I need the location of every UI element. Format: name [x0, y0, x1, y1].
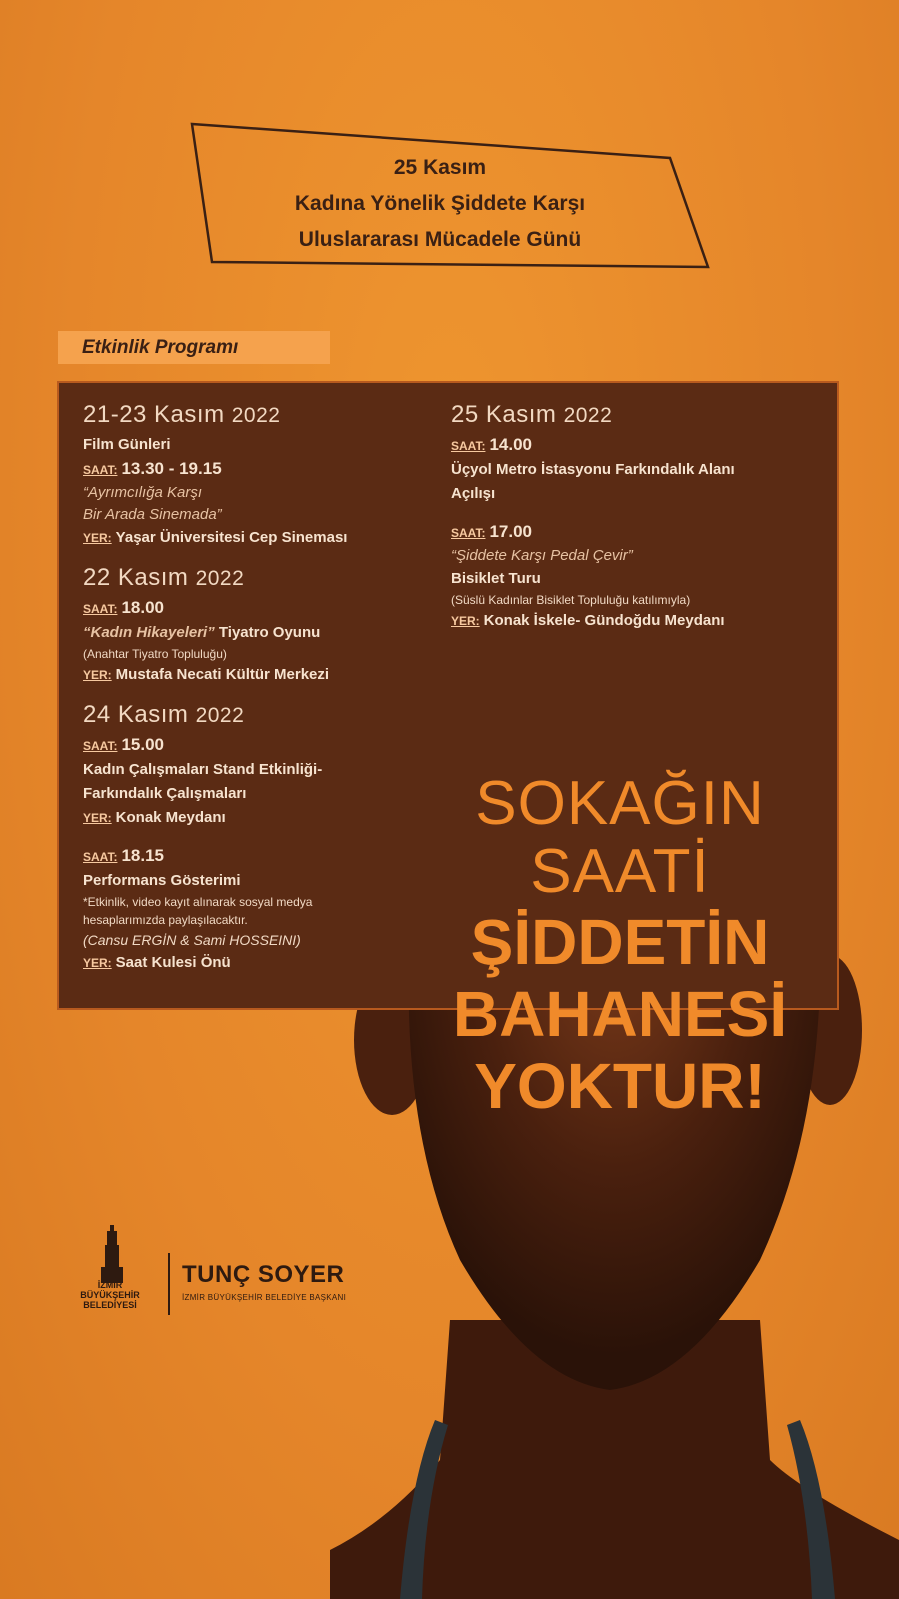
event-title-line1: Kadın Çalışmaları Stand Etkinliği- [83, 761, 323, 778]
event-note-line2: hesaplarımızda paylaşılacaktır. [83, 913, 248, 927]
heading-line-2: Kadına Yönelik Şiddete Karşı [294, 192, 586, 215]
time-label: SAAT: [83, 463, 118, 477]
day-date [83, 701, 443, 729]
municipality-logo-text [60, 1280, 160, 1310]
slogan-line2: SAATİ [530, 837, 710, 906]
time-label: SAAT: [83, 602, 118, 616]
event-place: Konak Meydanı [115, 809, 226, 826]
event-group: (Anahtar Tiyatro Topluluğu) [83, 647, 227, 661]
time-label: SAAT: [83, 739, 118, 753]
day-21-23-block [83, 401, 443, 550]
event-group: (Süslü Kadınlar Bisiklet Topluluğu katılımıyla) [451, 593, 691, 607]
time-label: SAAT: [83, 850, 118, 864]
event-quote: “Kadın Hikayeleri” [83, 624, 215, 641]
place-label: YER: [83, 668, 112, 682]
program-right-column [451, 401, 821, 647]
logo-divider [168, 1253, 170, 1315]
event-quote-line2: Bir Arada Sinemada” [83, 506, 222, 523]
footer-logos [60, 1225, 360, 1315]
year-text: 2022 [563, 404, 613, 427]
slogan-line4: BAHANESİ [452, 978, 788, 1050]
event-quote: “Şiddete Karşı Pedal Çevir” [451, 547, 633, 564]
time-label: SAAT: [451, 439, 486, 453]
event-title-line1: Üçyol Metro İstasyonu Farkındalık Alanı [451, 461, 735, 478]
slogan-line5: YOKTUR! [474, 1050, 766, 1122]
day-24-block [83, 701, 443, 975]
event-title: Film Günleri [83, 436, 171, 453]
date-text: 25 Kasım [451, 401, 557, 428]
event-time: 14.00 [489, 435, 532, 454]
event-heading [190, 150, 690, 258]
place-label: YER: [83, 531, 112, 545]
event-place: Mustafa Necati Kültür Merkezi [115, 666, 330, 683]
clock-tower-icon [98, 1225, 126, 1285]
heading-line-3: Uluslararası Mücadele Günü [298, 228, 582, 251]
year-text: 2022 [195, 567, 245, 590]
event-time: 18.15 [121, 846, 164, 865]
place-label: YER: [83, 811, 112, 825]
program-section-tag: Etkinlik Programı [58, 331, 330, 364]
event-title-line2: Farkındalık Çalışmaları [83, 785, 247, 802]
place-label: YER: [83, 956, 112, 970]
date-text: 24 Kasım [83, 701, 189, 728]
event-title: Tiyatro Oyunu [218, 624, 321, 641]
org-line1: İZMİR [97, 1280, 123, 1290]
org-line2: BÜYÜKŞEHİR [80, 1290, 140, 1300]
event-time: 13.30 - 19.15 [121, 459, 222, 478]
year-text: 2022 [195, 704, 245, 727]
day-date [83, 401, 443, 429]
mayor-name: TUNÇ SOYER [182, 1261, 345, 1288]
date-text: 22 Kasım [83, 564, 189, 591]
day-date [83, 564, 443, 592]
event-place: Saat Kulesi Önü [115, 954, 231, 971]
event-title: Bisiklet Turu [451, 570, 541, 587]
heading-date: 25 Kasım [393, 156, 487, 179]
program-left-column [83, 401, 443, 989]
performer-names: (Cansu ERGİN & Sami HOSSEINI) [83, 932, 301, 948]
day-date [451, 401, 821, 429]
day-22-block [83, 564, 443, 687]
slogan [420, 770, 820, 1122]
place-label: YER: [451, 614, 480, 628]
event-time: 15.00 [121, 735, 164, 754]
event-quote-line1: “Ayrımcılığa Karşı [83, 484, 203, 501]
event-time: 18.00 [121, 598, 164, 617]
mayor-title: İZMİR BÜYÜKŞEHİR BELEDİYE BAŞKANI [182, 1293, 347, 1302]
event-place: Yaşar Üniversitesi Cep Sineması [115, 529, 348, 546]
event-place: Konak İskele- Gündoğdu Meydanı [483, 612, 725, 629]
day-25-block [451, 401, 821, 633]
slogan-line3: ŞİDDETİN [470, 906, 770, 978]
slogan-line1: SOKAĞIN [475, 769, 765, 838]
time-label: SAAT: [451, 526, 486, 540]
org-line3: BELEDİYESİ [83, 1300, 137, 1310]
year-text: 2022 [231, 404, 281, 427]
event-note-line1: *Etkinlik, video kayıt alınarak sosyal medya [83, 895, 313, 909]
event-time: 17.00 [489, 522, 532, 541]
event-title: Performans Gösterimi [83, 872, 241, 889]
date-text: 21-23 Kasım [83, 401, 225, 428]
event-title-line2: Açılışı [451, 485, 496, 502]
